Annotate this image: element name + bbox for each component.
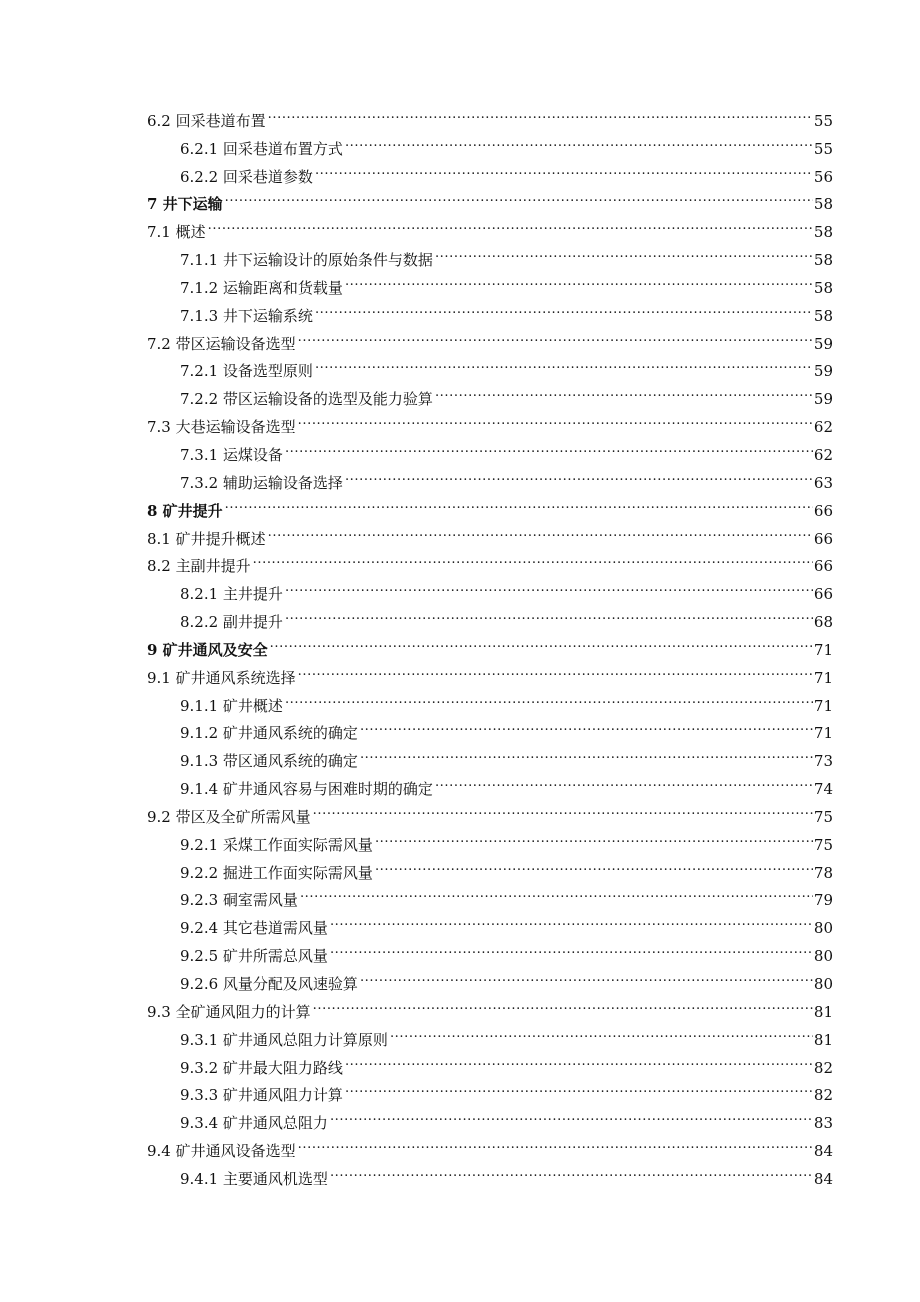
toc-entry-page-number: 71 [813, 724, 833, 743]
toc-entry-title: 9.1.2 矿井通风系统的确定 [180, 724, 358, 743]
toc-entry-page-number: 56 [813, 167, 833, 186]
toc-entry-page-number: 81 [813, 1002, 833, 1021]
toc-entry-page-number: 71 [813, 696, 833, 715]
dot-leader [360, 711, 813, 739]
toc-entry-title: 7.2.2 带区运输设备的选型及能力验算 [180, 390, 433, 409]
dot-leader [315, 154, 813, 182]
dot-leader [225, 182, 813, 210]
toc-entry-page-number: 62 [813, 418, 833, 437]
toc-entry [147, 488, 833, 520]
dot-leader [298, 404, 813, 432]
toc-entry-page-number: 80 [813, 975, 833, 993]
toc-entry-title: 7.1.2 运输距离和货载量 [180, 278, 343, 297]
dot-leader [345, 1073, 813, 1101]
toc-entry-title: 8 矿井提升 [147, 501, 223, 520]
toc-entry-title: 7.3.2 辅助运输设备选择 [180, 473, 343, 492]
toc-entry-page-number: 80 [813, 947, 833, 966]
toc-entry-page-number: 58 [813, 223, 833, 242]
toc-entry-title: 9.2.1 采煤工作面实际需风量 [180, 835, 373, 854]
dot-leader [435, 237, 813, 265]
dot-leader [313, 989, 813, 1017]
toc-entry-title: 9.2.2 掘进工作面实际需风量 [180, 863, 373, 882]
toc-entry-title: 7.2.1 设备选型原则 [180, 362, 313, 381]
toc-entry-page-number: 82 [813, 1058, 833, 1077]
toc-entry-title: 7 井下运输 [147, 195, 223, 214]
dot-leader [298, 1128, 813, 1156]
toc-entry-page-number: 68 [813, 613, 833, 632]
toc-entry-title: 6.2 回采巷道布置 [147, 111, 266, 130]
toc-entry-page-number: 79 [813, 891, 833, 910]
toc-entry-title: 7.1.3 井下运输系统 [180, 306, 313, 325]
dot-leader [270, 627, 813, 655]
dot-leader [225, 488, 813, 516]
toc-entry-title: 7.1.1 井下运输设计的原始条件与数据 [180, 251, 433, 270]
toc-entry-title: 9.3.3 矿井通风阻力计算 [180, 1086, 343, 1105]
dot-leader [435, 766, 813, 794]
toc-entry-title: 9.3.1 矿井通风总阻力计算原则 [180, 1030, 388, 1049]
toc-entry-page-number: 59 [813, 390, 833, 409]
toc-entry-page-number: 75 [813, 807, 833, 826]
toc-entry-title: 7.3 大巷运输设备选型 [147, 418, 296, 437]
toc-entry-title: 9.3.4 矿井通风总阻力 [180, 1114, 328, 1133]
dot-leader [360, 961, 813, 989]
dot-leader [208, 209, 813, 237]
dot-leader [375, 850, 813, 878]
dot-leader [313, 794, 813, 822]
toc-entry-title: 8.2.2 副井提升 [180, 613, 283, 632]
toc-entry-page-number: 55 [813, 111, 833, 130]
dot-leader [268, 98, 813, 126]
dot-leader [298, 321, 813, 349]
toc-entry-title: 9.2.4 其它巷道需风量 [180, 919, 328, 938]
toc-entry-title: 8.1 矿井提升概述 [147, 529, 266, 548]
toc-entry-page-number: 71 [813, 668, 833, 687]
toc-entry-page-number: 84 [813, 1169, 833, 1188]
toc-entry-title: 6.2.1 回采巷道布置方式 [180, 139, 343, 158]
toc-entry [147, 209, 833, 242]
toc-entry-title: 7.1 概述 [147, 223, 206, 242]
toc-entry-title: 9.2.5 矿井所需总风量 [180, 947, 328, 966]
toc-entry-page-number: 83 [813, 1114, 833, 1133]
toc-entry-page-number: 75 [813, 835, 833, 854]
toc-entry-title: 9.1.3 带区通风系统的确定 [180, 752, 358, 771]
toc-entry-title: 9.2 带区及全矿所需风量 [147, 807, 311, 826]
toc-entry-page-number: 59 [813, 362, 833, 381]
toc-entry-title: 7.2 带区运输设备选型 [147, 334, 296, 353]
toc-entry-title: 9.3 全矿通风阻力的计算 [147, 1002, 311, 1021]
dot-leader [298, 655, 813, 683]
toc-entry-title: 7.3.1 运煤设备 [180, 445, 283, 464]
toc-entry-page-number: 66 [813, 529, 833, 548]
toc-entry-title: 9.1 矿井通风系统选择 [147, 668, 296, 687]
toc-entry-title: 9.2.3 硐室需风量 [180, 891, 298, 910]
toc-entry-page-number: 58 [813, 251, 833, 270]
toc-entry-title: 9.4.1 主要通风机选型 [180, 1169, 328, 1188]
toc-entry-title: 9.2.6 风量分配及风速验算 [180, 975, 358, 993]
toc-entry-title: 9.1.4 矿井通风容易与困难时期的确定 [180, 780, 433, 799]
dot-leader [360, 738, 813, 766]
dot-leader [268, 516, 813, 544]
dot-leader [285, 571, 813, 599]
toc-entry-title: 8.2 主副井提升 [147, 557, 251, 576]
toc-entry [147, 182, 833, 214]
toc-entry-page-number: 74 [813, 780, 833, 799]
toc-entry-title: 8.2.1 主井提升 [180, 585, 283, 604]
dot-leader [330, 933, 813, 961]
dot-leader [253, 544, 813, 572]
dot-leader [285, 599, 813, 627]
dot-leader [345, 265, 813, 293]
toc-entry-page-number: 73 [813, 752, 833, 771]
toc-entry-title: 9.4 矿井通风设备选型 [147, 1142, 296, 1161]
dot-leader [285, 683, 813, 711]
toc-entry-page-number: 78 [813, 863, 833, 882]
toc-entry-page-number: 58 [813, 278, 833, 297]
toc-entry-title: 9 矿井通风及安全 [147, 640, 268, 659]
dot-leader [300, 878, 813, 906]
toc-entry-page-number: 66 [813, 557, 833, 576]
dot-leader [315, 349, 813, 377]
dot-leader [330, 905, 813, 933]
table-of-contents [147, 98, 833, 1188]
toc-entry-page-number: 58 [813, 195, 833, 214]
toc-entry-page-number: 58 [813, 306, 833, 325]
dot-leader [375, 822, 813, 850]
toc-entry [147, 516, 833, 548]
toc-entry-title: 9.3.2 矿井最大阻力路线 [180, 1058, 343, 1077]
dot-leader [330, 1100, 813, 1128]
dot-leader [435, 376, 813, 404]
toc-entry-page-number: 71 [813, 640, 833, 659]
toc-entry-page-number: 63 [813, 473, 833, 492]
toc-entry-title: 6.2.2 回采巷道参数 [180, 167, 313, 186]
toc-entry-page-number: 66 [813, 585, 833, 604]
toc-entry-page-number: 81 [813, 1030, 833, 1049]
dot-leader [315, 293, 813, 321]
toc-entry-page-number: 62 [813, 445, 833, 464]
toc-entry-page-number: 82 [813, 1086, 833, 1105]
toc-entry [147, 98, 833, 130]
toc-entry-page-number: 59 [813, 334, 833, 353]
toc-entry-page-number: 84 [813, 1142, 833, 1161]
toc-entry-page-number: 55 [813, 139, 833, 158]
dot-leader [330, 1156, 813, 1184]
toc-entry-title: 9.1.1 矿井概述 [180, 696, 283, 715]
toc-entry-page-number: 80 [813, 919, 833, 938]
dot-leader [345, 1045, 813, 1073]
dot-leader [390, 1017, 813, 1045]
toc-entry [147, 237, 833, 270]
dot-leader [345, 460, 813, 488]
dot-leader [285, 432, 813, 460]
dot-leader [345, 126, 813, 154]
toc-entry-page-number: 66 [813, 501, 833, 520]
